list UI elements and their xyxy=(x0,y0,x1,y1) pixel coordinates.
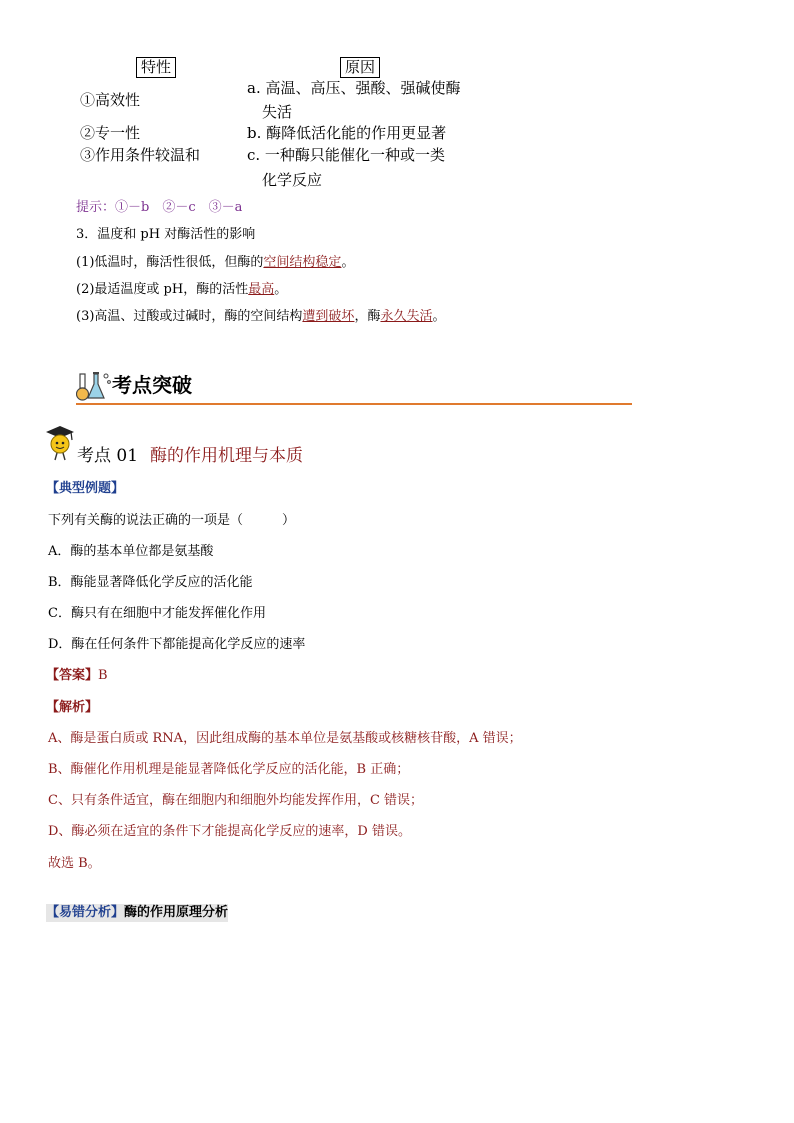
graduate-mascot-icon xyxy=(44,424,76,462)
temp-line-1-pre: (1)低温时，酶活性很低，但酶的 xyxy=(76,255,264,270)
analysis-d: D、酶必须在适宜的条件下才能提高化学反应的速率，D 错误。 xyxy=(48,824,411,839)
trait-2: ②专一性 xyxy=(80,124,141,142)
reason-a-line1: a. 高温、高压、强酸、强碱使酶 xyxy=(247,79,461,97)
temp-line-2 xyxy=(76,281,287,299)
section-divider xyxy=(76,403,632,405)
temp-line-3-key2: 永久失活 xyxy=(380,309,433,324)
temp-line-2-pre: (2)最适温度或 pH，酶的活性 xyxy=(76,282,249,297)
temp-line-3-post: 。 xyxy=(432,309,446,324)
temp-line-1 xyxy=(76,254,354,272)
reason-header: 原因 xyxy=(340,57,380,78)
temp-line-1-post: 。 xyxy=(341,255,355,270)
temp-line-2-key: 最高 xyxy=(248,282,275,297)
error-analysis-line xyxy=(46,904,228,922)
temp-line-3-key1: 遭到破坏 xyxy=(302,309,355,324)
reason-b: b. 酶降低活化能的作用更显著 xyxy=(247,124,447,142)
error-analysis-tag: 【易错分析】 xyxy=(46,905,125,920)
trait-1: ①高效性 xyxy=(80,91,141,109)
trait-header: 特性 xyxy=(136,57,176,78)
kaodian-title: 酶的作用机理与本质 xyxy=(150,446,304,466)
conclusion: 故选 B。 xyxy=(48,856,101,871)
analysis-tag: 【解析】 xyxy=(46,700,99,715)
option-d: D．酶在任何条件下都能提高化学反应的速率 xyxy=(48,637,306,652)
analysis-a: A、酶是蛋白质或 RNA，因此组成酶的基本单位是氨基酸或核糖核苷酸，A 错误； xyxy=(48,731,522,746)
hint-line: 提示：①－b ②－c ③－a xyxy=(76,200,243,215)
reason-c-line1: c. 一种酶只能催化一种或一类 xyxy=(247,146,445,164)
answer-value: B xyxy=(98,668,108,683)
lab-flask-icon xyxy=(76,370,112,402)
kaodian-label: 考点 01 xyxy=(77,446,139,466)
reason-c-line2: 化学反应 xyxy=(262,171,323,189)
temp-heading: 3．温度和 pH 对酶活性的影响 xyxy=(76,227,256,242)
option-c: C．酶只有在细胞中才能发挥催化作用 xyxy=(48,606,266,621)
trait-3: ③作用条件较温和 xyxy=(80,146,201,164)
answer-tag: 【答案】 xyxy=(46,668,99,683)
kaodian-heading xyxy=(77,445,303,467)
option-a: A．酶的基本单位都是氨基酸 xyxy=(48,544,214,559)
section-title: 考点突破 xyxy=(112,373,192,397)
analysis-b: B、酶催化作用机理是能显著降低化学反应的活化能，B 正确； xyxy=(48,762,410,777)
temp-line-3-mid: ，酶 xyxy=(354,309,381,324)
option-b: B．酶能显著降低化学反应的活化能 xyxy=(48,575,253,590)
temp-line-3 xyxy=(76,308,445,326)
temp-line-1-key: 空间结构稳定 xyxy=(263,255,342,270)
question-text: 下列有关酶的说法正确的一项是（ ） xyxy=(48,513,296,528)
example-tag: 【典型例题】 xyxy=(46,481,125,496)
analysis-c: C、只有条件适宜，酶在细胞内和细胞外均能发挥作用，C 错误； xyxy=(48,793,424,808)
answer-line xyxy=(46,667,108,685)
temp-line-2-post: 。 xyxy=(274,282,288,297)
reason-a-line2: 失活 xyxy=(262,103,293,121)
error-analysis-title: 酶的作用原理分析 xyxy=(124,905,229,920)
temp-line-3-pre: (3)高温、过酸或过碱时，酶的空间结构 xyxy=(76,309,303,324)
